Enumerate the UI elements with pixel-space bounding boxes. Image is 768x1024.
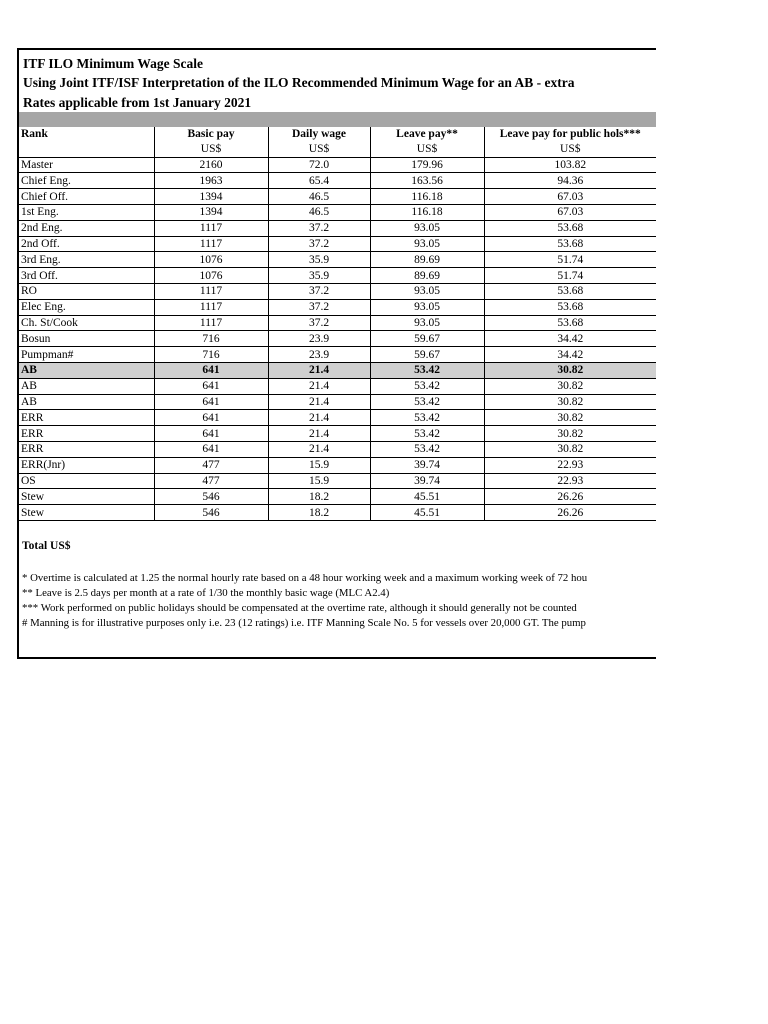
rank-cell: Chief Off.	[19, 189, 154, 205]
col-header-leave-pay: Leave pay**	[370, 127, 484, 142]
daily-wage-cell: 21.4	[268, 362, 370, 378]
leave-pay-cell: 45.51	[370, 489, 484, 505]
rank-cell: 2nd Eng.	[19, 220, 154, 236]
rank-cell: ERR(Jnr)	[19, 457, 154, 473]
leave-pay-public-hols-cell: 53.68	[484, 236, 656, 252]
unit-rank	[19, 142, 154, 157]
daily-wage-cell: 21.4	[268, 441, 370, 457]
leave-pay-cell: 93.05	[370, 283, 484, 299]
basic-pay-cell: 1117	[154, 299, 268, 315]
rates-date: Rates applicable from 1st January 2021	[23, 95, 252, 110]
table-row	[19, 299, 656, 315]
leave-pay-cell: 163.56	[370, 173, 484, 189]
rank-cell: RO	[19, 283, 154, 299]
table-row	[19, 441, 656, 457]
table-row	[19, 204, 656, 220]
daily-wage-cell: 15.9	[268, 457, 370, 473]
table-row	[19, 283, 656, 299]
leave-pay-cell: 53.42	[370, 394, 484, 410]
leave-pay-public-hols-cell: 53.68	[484, 315, 656, 331]
rank-cell: Elec Eng.	[19, 299, 154, 315]
leave-pay-public-hols-cell: 22.93	[484, 473, 656, 489]
leave-pay-cell: 45.51	[370, 505, 484, 521]
rank-cell: Ch. St/Cook	[19, 315, 154, 331]
leave-pay-public-hols-cell: 34.42	[484, 347, 656, 363]
daily-wage-cell: 21.4	[268, 378, 370, 394]
leave-pay-public-hols-cell: 34.42	[484, 331, 656, 347]
sheet-title: ITF ILO Minimum Wage Scale	[23, 56, 204, 71]
rank-cell: Pumpman#	[19, 347, 154, 363]
basic-pay-cell: 546	[154, 505, 268, 521]
leave-pay-public-hols-cell: 94.36	[484, 173, 656, 189]
leave-pay-cell: 53.42	[370, 378, 484, 394]
table-row	[19, 473, 656, 489]
note-leave: ** Leave is 2.5 days per month at a rate of 1/30 the monthly basic wage (MLC A2.4)	[22, 587, 390, 599]
rank-cell: Master	[19, 157, 154, 173]
leave-pay-cell: 89.69	[370, 268, 484, 284]
basic-pay-cell: 1394	[154, 189, 268, 205]
daily-wage-cell: 46.5	[268, 189, 370, 205]
table-row	[19, 378, 656, 394]
leave-pay-cell: 59.67	[370, 347, 484, 363]
leave-pay-public-hols-cell: 30.82	[484, 362, 656, 378]
leave-pay-cell: 93.05	[370, 315, 484, 331]
leave-pay-public-hols-cell: 51.74	[484, 252, 656, 268]
unit-daily-wage: US$	[268, 142, 370, 157]
daily-wage-cell: 72.0	[268, 157, 370, 173]
leave-pay-public-hols-cell: 30.82	[484, 378, 656, 394]
rank-cell: ERR	[19, 441, 154, 457]
table-row	[19, 236, 656, 252]
basic-pay-cell: 1076	[154, 268, 268, 284]
daily-wage-cell: 21.4	[268, 410, 370, 426]
note-public-holidays: *** Work performed on public holidays should be compensated at the overtime rate, although it should generally not be counted	[22, 602, 577, 614]
leave-pay-cell: 53.42	[370, 410, 484, 426]
table-row	[19, 489, 656, 505]
daily-wage-cell: 37.2	[268, 236, 370, 252]
rank-cell: AB	[19, 394, 154, 410]
daily-wage-cell: 21.4	[268, 394, 370, 410]
unit-leave-pay: US$	[370, 142, 484, 157]
daily-wage-cell: 46.5	[268, 204, 370, 220]
total-label: Total US$	[22, 540, 71, 552]
leave-pay-public-hols-cell: 30.82	[484, 394, 656, 410]
daily-wage-cell: 21.4	[268, 426, 370, 442]
rank-cell: Stew	[19, 489, 154, 505]
basic-pay-cell: 1117	[154, 220, 268, 236]
leave-pay-cell: 116.18	[370, 189, 484, 205]
basic-pay-cell: 1076	[154, 252, 268, 268]
leave-pay-public-hols-cell: 30.82	[484, 426, 656, 442]
basic-pay-cell: 477	[154, 457, 268, 473]
leave-pay-cell: 93.05	[370, 299, 484, 315]
daily-wage-cell: 35.9	[268, 268, 370, 284]
col-header-rank: Rank	[21, 128, 48, 141]
wage-table	[19, 127, 656, 521]
col-header-daily-wage: Daily wage	[268, 127, 370, 142]
basic-pay-cell: 641	[154, 410, 268, 426]
table-row	[19, 189, 656, 205]
daily-wage-cell: 65.4	[268, 173, 370, 189]
leave-pay-public-hols-cell: 53.68	[484, 220, 656, 236]
leave-pay-public-hols-cell: 26.26	[484, 505, 656, 521]
table-row	[19, 220, 656, 236]
unit-leave-pay-public-hols: US$	[484, 142, 656, 157]
rank-cell: 3rd Off.	[19, 268, 154, 284]
leave-pay-public-hols-cell: 22.93	[484, 457, 656, 473]
leave-pay-public-hols-cell: 26.26	[484, 489, 656, 505]
table-row	[19, 268, 656, 284]
units-row	[19, 142, 656, 157]
unit-basic-pay: US$	[154, 142, 268, 157]
leave-pay-public-hols-cell: 51.74	[484, 268, 656, 284]
basic-pay-cell: 641	[154, 378, 268, 394]
daily-wage-cell: 18.2	[268, 489, 370, 505]
leave-pay-public-hols-cell: 67.03	[484, 189, 656, 205]
leave-pay-cell: 39.74	[370, 457, 484, 473]
leave-pay-public-hols-cell: 53.68	[484, 299, 656, 315]
leave-pay-public-hols-cell: 103.82	[484, 157, 656, 173]
table-row	[19, 252, 656, 268]
leave-pay-cell: 39.74	[370, 473, 484, 489]
table-row	[19, 362, 656, 378]
leave-pay-cell: 116.18	[370, 204, 484, 220]
daily-wage-cell: 35.9	[268, 252, 370, 268]
basic-pay-cell: 1117	[154, 283, 268, 299]
rank-cell: AB	[19, 378, 154, 394]
leave-pay-cell: 93.05	[370, 236, 484, 252]
basic-pay-cell: 716	[154, 347, 268, 363]
leave-pay-public-hols-cell: 30.82	[484, 410, 656, 426]
leave-pay-cell: 53.42	[370, 441, 484, 457]
leave-pay-cell: 59.67	[370, 331, 484, 347]
table-row	[19, 410, 656, 426]
table-row	[19, 394, 656, 410]
basic-pay-cell: 641	[154, 362, 268, 378]
leave-pay-cell: 179.96	[370, 157, 484, 173]
leave-pay-public-hols-cell: 67.03	[484, 204, 656, 220]
basic-pay-cell: 641	[154, 426, 268, 442]
leave-pay-public-hols-cell: 30.82	[484, 441, 656, 457]
basic-pay-cell: 716	[154, 331, 268, 347]
daily-wage-cell: 37.2	[268, 315, 370, 331]
rank-cell: OS	[19, 473, 154, 489]
leave-pay-cell: 93.05	[370, 220, 484, 236]
rank-cell: 2nd Off.	[19, 236, 154, 252]
wage-sheet	[17, 48, 656, 659]
daily-wage-cell: 15.9	[268, 473, 370, 489]
sheet-subtitle: Using Joint ITF/ISF Interpretation of the ILO Recommended Minimum Wage for an AB - extra	[23, 75, 575, 90]
rank-cell: Chief Eng.	[19, 173, 154, 189]
rank-cell: Bosun	[19, 331, 154, 347]
basic-pay-cell: 477	[154, 473, 268, 489]
basic-pay-cell: 641	[154, 394, 268, 410]
basic-pay-cell: 1963	[154, 173, 268, 189]
basic-pay-cell: 546	[154, 489, 268, 505]
basic-pay-cell: 1117	[154, 236, 268, 252]
table-row	[19, 426, 656, 442]
header-divider-band	[19, 112, 656, 127]
leave-pay-cell: 53.42	[370, 426, 484, 442]
note-overtime: * Overtime is calculated at 1.25 the normal hourly rate based on a 48 hour working week and a maximum working week of 72 hou	[22, 572, 588, 584]
note-manning: # Manning is for illustrative purposes only i.e. 23 (12 ratings) i.e. ITF Manning Scale No. 5 for vessels over 20,000 GT. The pump	[22, 617, 586, 629]
col-header-basic-pay: Basic pay	[154, 127, 268, 142]
col-header-leave-pay-public-hols: Leave pay for public hols***	[484, 127, 656, 142]
daily-wage-cell: 23.9	[268, 331, 370, 347]
table-row	[19, 347, 656, 363]
basic-pay-cell: 2160	[154, 157, 268, 173]
table-row	[19, 173, 656, 189]
basic-pay-cell: 641	[154, 441, 268, 457]
basic-pay-cell: 1117	[154, 315, 268, 331]
table-row	[19, 457, 656, 473]
rank-cell: 3rd Eng.	[19, 252, 154, 268]
table-row	[19, 157, 656, 173]
leave-pay-cell: 89.69	[370, 252, 484, 268]
table-row	[19, 315, 656, 331]
daily-wage-cell: 37.2	[268, 220, 370, 236]
rank-cell: ERR	[19, 426, 154, 442]
basic-pay-cell: 1394	[154, 204, 268, 220]
daily-wage-cell: 23.9	[268, 347, 370, 363]
leave-pay-cell: 53.42	[370, 362, 484, 378]
daily-wage-cell: 18.2	[268, 505, 370, 521]
table-row	[19, 331, 656, 347]
table-row	[19, 505, 656, 521]
rank-cell: AB	[19, 362, 154, 378]
daily-wage-cell: 37.2	[268, 283, 370, 299]
header-row	[19, 127, 656, 142]
rank-cell: Stew	[19, 505, 154, 521]
daily-wage-cell: 37.2	[268, 299, 370, 315]
rank-cell: ERR	[19, 410, 154, 426]
leave-pay-public-hols-cell: 53.68	[484, 283, 656, 299]
rank-cell: 1st Eng.	[19, 204, 154, 220]
